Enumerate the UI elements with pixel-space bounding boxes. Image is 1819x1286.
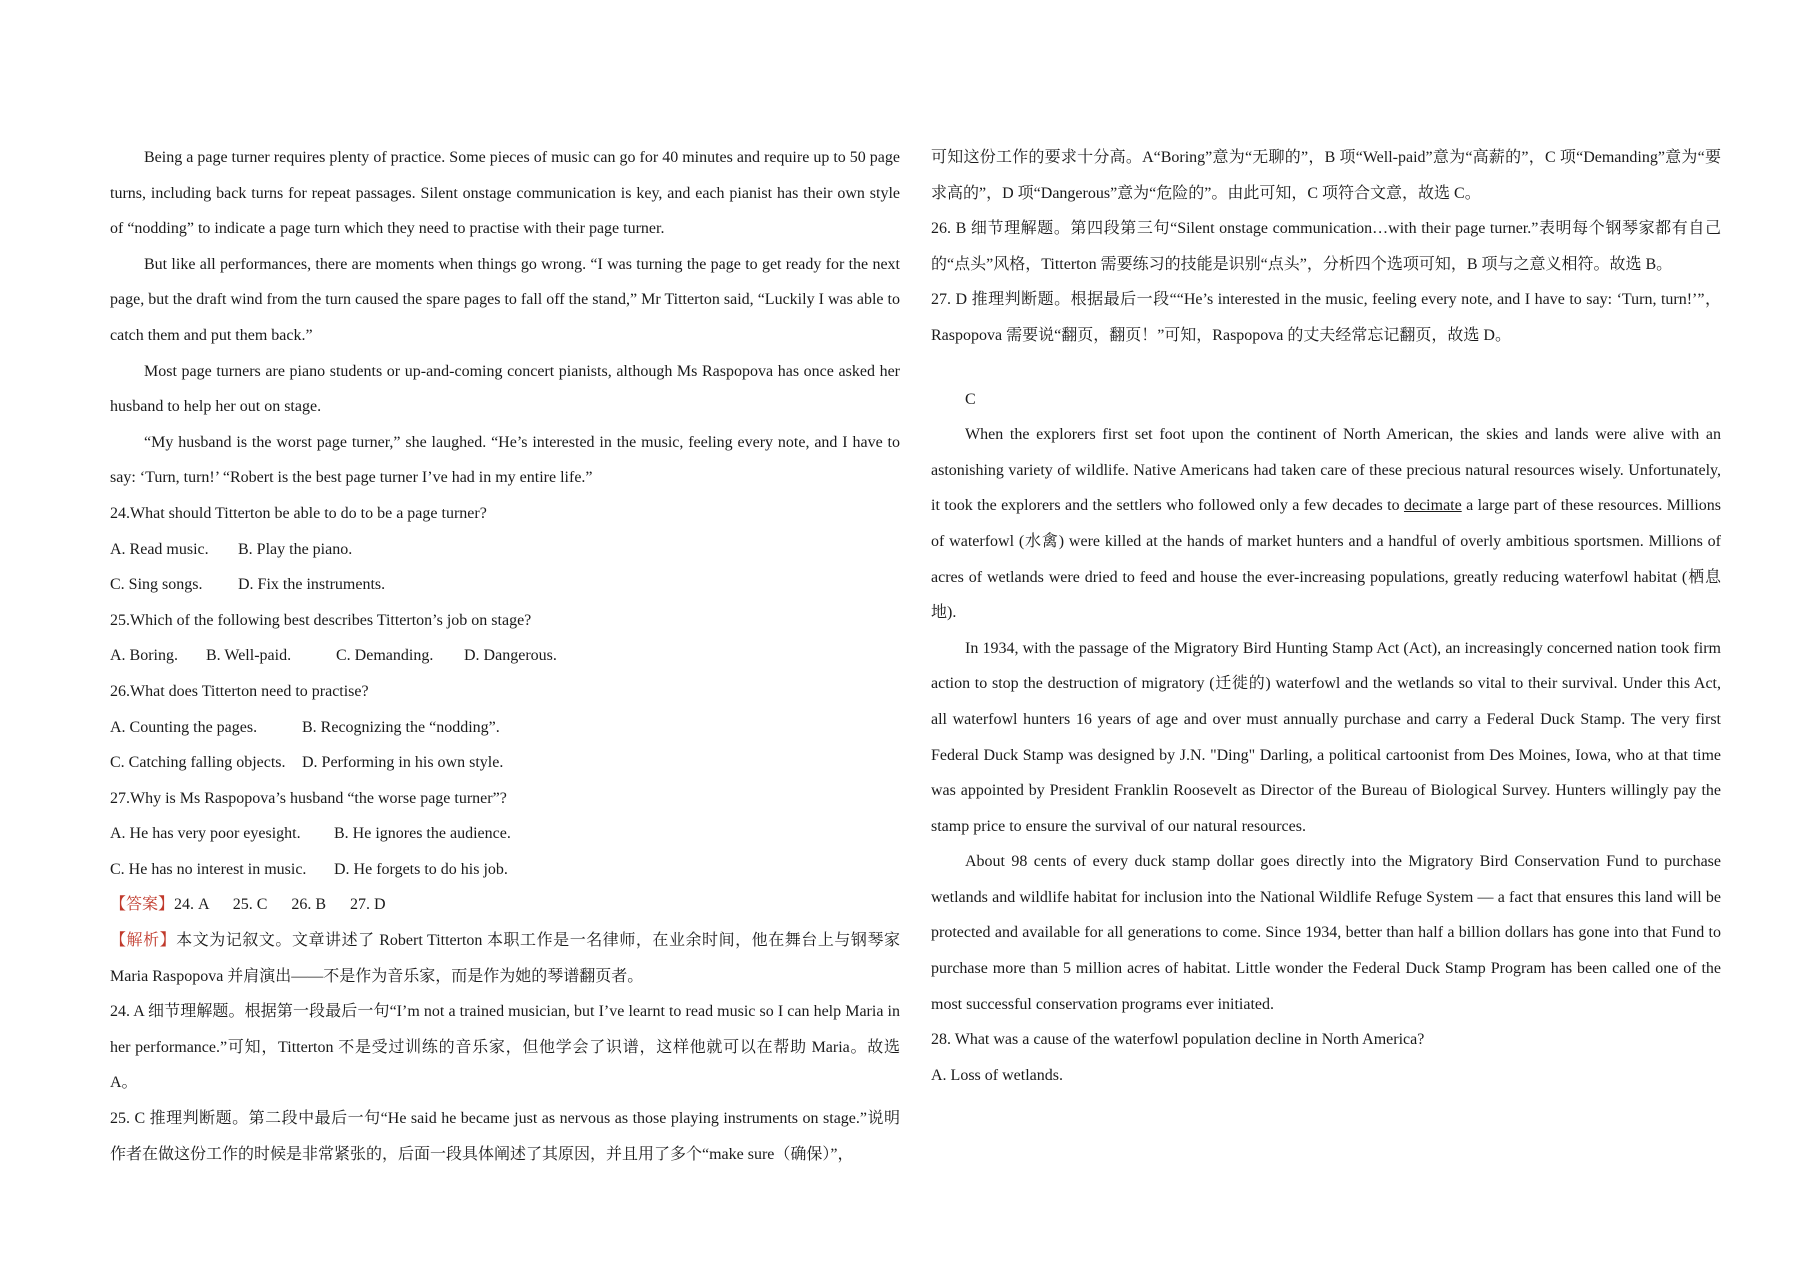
explanation-24: 24. A 细节理解题。根据第一段最后一句“I’m not a trained musician, but I’ve learnt to read music so I can help Maria in her performance.”可知，Titterton 不是受过训练的音乐家，但他学会了识谱，这样他就可以在帮助 Maria。故选 A。 [110, 1003, 900, 1092]
question-25: 25.Which of the following best describes Titterton’s job on stage? [110, 611, 532, 629]
analysis-block [110, 923, 900, 994]
option-25-b: B. Well-paid. [206, 647, 292, 665]
option-26-d: D. Performing in his own style. [302, 754, 504, 772]
passage-paragraph-1: Being a page turner requires plenty of practice. Some pieces of music can go for 40 minutes and require up to 50 page turns, including back turns for repeat passages. Silent onstage communication is key, and each pianist has their own style of “nodding” to indicate a page turn which they need to practise with their page turner. [110, 149, 900, 238]
explanation-25: 25. C 推理判断题。第二段中最后一句“He said he became just as nervous as those playing instruments on stage.”说明作者在做这份工作的时候是非常紧张的，后面一段具体阐述了其原因，并且用了多个“make sure（确保）”， [110, 1110, 900, 1163]
option-27-d: D. He forgets to do his job. [334, 860, 508, 878]
right-column [931, 140, 1721, 1093]
question-27-options-row-2 [110, 852, 900, 888]
option-25-a: A. Boring. [110, 647, 178, 665]
option-25-c: C. Demanding. [336, 647, 434, 665]
passage-c-paragraph-1 [931, 417, 1721, 631]
option-28-a: A. Loss of wetlands. [931, 1066, 1063, 1084]
passage-paragraph-3: Most page turners are piano students or up-and-coming concert pianists, although Ms Raspopova has once asked her husband to help her out on stage. [110, 362, 900, 416]
question-26-options-row-1 [110, 710, 900, 746]
option-24-d: D. Fix the instruments. [238, 576, 386, 594]
passage-c-paragraph-2: In 1934, with the passage of the Migratory Bird Hunting Stamp Act (Act), an increasingly concerned nation took firm action to stop the destruction of migratory (迁徙的) waterfowl and the wetlands so vital to their survival. Under this Act, all waterfowl hunters 16 years of age and over must annually purchase and carry a Federal Duck Stamp. The very first Federal Duck Stamp was designed by J.N. "Ding" Darling, a political cartoonist from Des Moines, Iowa, who at that time was appointed by President Franklin Roosevelt as Director of the Bureau of Biological Survey. Hunters willingly pay the stamp price to ensure the survival of our natural resources. [931, 639, 1721, 835]
option-27-b: B. He ignores the audience. [334, 825, 511, 843]
question-24: 24.What should Titterton be able to do to be a page turner? [110, 504, 487, 522]
analysis-tag: 【解析】 [110, 932, 177, 950]
left-column [110, 140, 900, 1172]
explanation-26: 26. B 细节理解题。第四段第三句“Silent onstage communication…with their page turner.”表明每个钢琴家都有自己的“点头”风格，Titterton 需要练习的技能是识别“点头”，分析四个选项可知，B 项与之意义相符。故选 B。 [931, 220, 1721, 273]
question-24-options-row-2 [110, 567, 900, 603]
option-27-a: A. He has very poor eyesight. [110, 825, 301, 843]
question-26-options-row-2 [110, 745, 900, 781]
answer-tag: 【答案】 [110, 896, 175, 914]
passage-c-paragraph-1-end: a large part of these resources. Millions of waterfowl (水禽) were killed at the hands of market hunters and a handful of overly ambitious sportsmen. Millions of acres of wetlands were dried to feed and house the ever-increasing populations, greatly reducing waterfowl habitat (栖息地). [931, 497, 1722, 622]
question-27: 27.Why is Ms Raspopova’s husband “the worse page turner”? [110, 789, 507, 807]
section-label: C [965, 390, 976, 408]
underlined-word: decimate [1403, 497, 1462, 515]
option-25-d: D. Dangerous. [464, 647, 557, 665]
question-27-options-row-1 [110, 816, 900, 852]
option-24-b: B. Play the piano. [238, 540, 353, 558]
passage-c-paragraph-3: About 98 cents of every duck stamp dollar goes directly into the Migratory Bird Conservation Fund to purchase wetlands and wildlife habitat for inclusion into the National Wildlife Refuge System — a fact that ensures this land will be protected and available for all generations to come. Since 1934, better than half a billion dollars has gone into that Fund to purchase more than 5 million acres of habitat. Little wonder the Federal Duck Stamp Program has been called one of the most successful conservation programs ever initiated. [931, 853, 1721, 1013]
answer-text: 24. A 25. C 26. B 27. D [174, 896, 386, 914]
analysis-text: 本文为记叙文。文章讲述了 Robert Titterton 本职工作是一名律师，在业余时间，他在舞台上与钢琴家 Maria Raspopova 并肩演出——不是作为音乐家，而是作为她的琴谱翻页者。 [110, 932, 900, 985]
option-24-c: C. Sing songs. [110, 576, 203, 594]
question-28: 28. What was a cause of the waterfowl population decline in North America? [931, 1031, 1425, 1049]
explanation-25-continued: 可知这份工作的要求十分高。A“Boring”意为“无聊的”，B 项“Well-paid”意为“高薪的”，C 项“Demanding”意为“要求高的”，D 项“Dangerous”意为“危险的”。由此可知，C 项符合文意，故选 C。 [931, 149, 1721, 202]
option-26-b: B. Recognizing the “nodding”. [302, 718, 500, 736]
option-26-a: A. Counting the pages. [110, 718, 258, 736]
question-26: 26.What does Titterton need to practise? [110, 682, 369, 700]
option-24-a: A. Read music. [110, 540, 209, 558]
passage-paragraph-4: “My husband is the worst page turner,” she laughed. “He’s interested in the music, feeling every note, and I have to say: ‘Turn, turn!’ “Robert is the best page turner I’ve had in my entire life.” [110, 433, 900, 487]
explanation-27: 27. D 推理判断题。根据最后一段““He’s interested in the music, feeling every note, and I have to say: ‘Turn, turn!’”，Raspopova 需要说“翻页，翻页！”可知，Raspopova 的丈夫经常忘记翻页，故选 D。 [931, 291, 1721, 344]
answer-line [110, 887, 900, 923]
option-27-c: C. He has no interest in music. [110, 860, 307, 878]
passage-c-paragraph-1-start: When the explorers first set foot upon the continent of North American, the skies and lands were alive with an astonishing variety of wildlife. Native Americans had taken care of these precious natural resources wisely. Unfortunately, it took the explorers and the settlers who followed only a few decades to [931, 426, 1721, 515]
section-spacer [931, 354, 1721, 382]
passage-paragraph-2: But like all performances, there are moments when things go wrong. “I was turning the page to get ready for the next page, but the draft wind from the turn caused the spare pages to fall off the stand,” Mr Titterton said, “Luckily I was able to catch them and put them back.” [110, 255, 900, 344]
question-24-options-row-1 [110, 532, 900, 568]
question-25-options [110, 638, 900, 674]
option-26-c: C. Catching falling objects. [110, 754, 286, 772]
